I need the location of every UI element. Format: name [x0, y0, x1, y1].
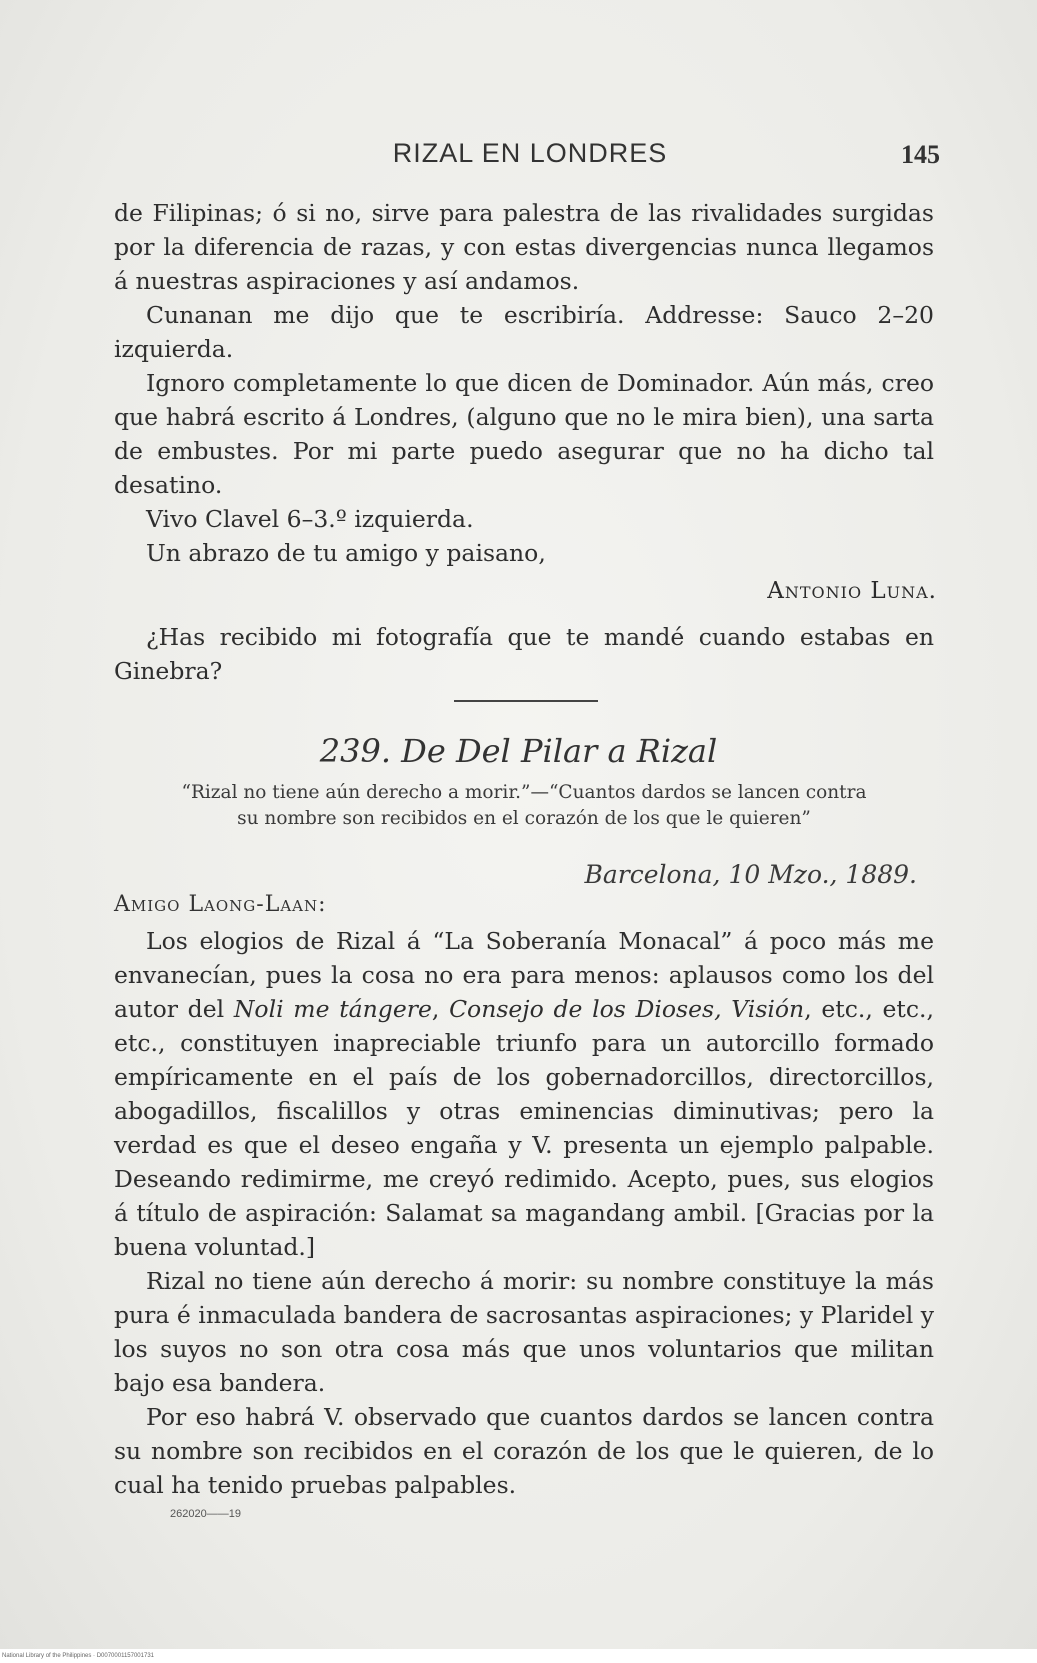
- paragraph: Un abrazo de tu amigo y paisano,: [146, 539, 546, 567]
- epigraph-line: “Rizal no tiene aún derecho a morir.”—“Cuantos dardos se lancen contra: [181, 782, 867, 803]
- section-divider: [454, 700, 598, 702]
- postscript: [114, 620, 934, 688]
- text-run: ,: [431, 995, 450, 1023]
- postscript-text: ¿Has recibido mi fotografía que te mandé cuando estabas en Ginebra?: [114, 623, 934, 685]
- page-header: [120, 138, 940, 178]
- page-number: 145: [901, 140, 940, 169]
- text-run: , etc., etc., etc., constituyen inapreciable triunfo para un autorcillo formado empíricamente en el país de los gobernadorcillos, directorcillos, abogadillos, fiscalillos y otras eminencias diminutivas; pero la verdad es que el deseo engaña y V. presenta un ejemplo palpable. Deseando redimirme, me creyó redimido. Acepto, pues, sus elogios á título de aspiración: Salamat sa magandang ambil. [Gracias por la buena voluntad.]: [114, 995, 934, 1261]
- salutation: Amigo Laong-Laan:: [114, 892, 327, 917]
- paragraph: [114, 924, 934, 1264]
- archive-strip: National Library of the Philippines · D0070001157001731: [0, 1649, 1037, 1663]
- epigraph-line: su nombre son recibidos en el corazón de los que le quieren”: [237, 808, 811, 829]
- previous-letter-body: [114, 196, 934, 570]
- paragraph: Por eso habrá V. observado que cuantos dardos se lancen contra su nombre son recibidos en el corazón de los que le quieren, de lo cual ha tenido pruebas palpables.: [114, 1403, 934, 1499]
- signature: Antonio Luna.: [767, 578, 937, 604]
- letter-body: [114, 924, 934, 1502]
- book-title: Noli me tángere: [233, 995, 432, 1023]
- paragraph: de Filipinas; ó si no, sirve para palestra de las rivalidades surgidas por la diferencia de razas, y con estas divergencias nunca llegamos á nuestras aspiraciones y así andamos.: [114, 199, 934, 295]
- letter-title: 239. De Del Pilar a Rizal: [319, 732, 718, 770]
- dateline: Barcelona, 10 Mzo., 1889.: [584, 860, 917, 889]
- running-title: RIZAL EN LONDRES: [392, 138, 668, 168]
- paragraph: Rizal no tiene aún derecho á morir: su nombre constituye la más pura é inmaculada bandera de sacrosantas aspiraciones; y Plaridel y los suyos no son otra cosa más que unos voluntarios que militan bajo esa bandera.: [114, 1267, 934, 1397]
- paragraph: Ignoro completamente lo que dicen de Dominador. Aún más, creo que habrá escrito á Londres, (alguno que no le mira bien), una sarta de embustes. Por mi parte puedo asegurar que no ha dicho tal desatino.: [114, 369, 934, 499]
- book-title: Consejo de los Dioses, Visión: [449, 995, 805, 1023]
- printer-mark: 262020——19: [170, 1508, 241, 1520]
- paragraph: Cunanan me dijo que te escribiría. Addresse: Sauco 2–20 izquierda.: [114, 301, 934, 363]
- paragraph: Vivo Clavel 6–3.º izquierda.: [146, 505, 474, 533]
- text-run: Los elogios de Rizal á “La Soberanía Monacal” á poco más me envanecían, pues la cosa no era para menos: aplausos como los del autor del: [114, 927, 934, 1023]
- epigraph: [114, 780, 934, 832]
